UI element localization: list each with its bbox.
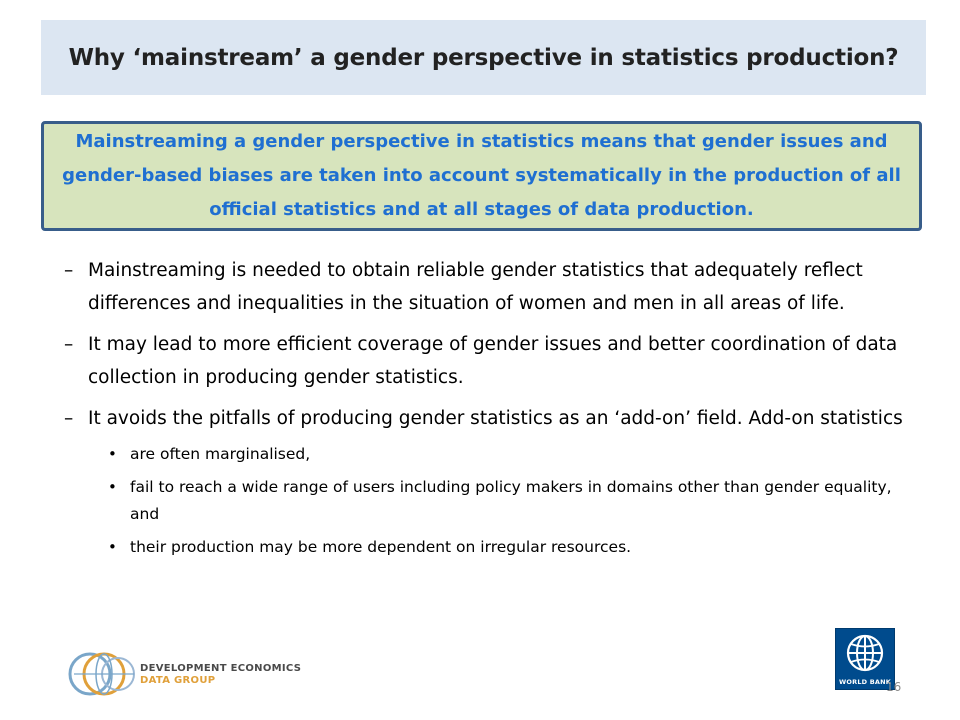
sub-bullet-text: fail to reach a wide range of users including policy makers in domains other than gender equality, and: [130, 478, 892, 523]
bullet-item: [60, 254, 920, 320]
page-title: Why ‘mainstream’ a gender perspective in statistics production?: [68, 44, 899, 71]
dash-marker: –: [64, 408, 74, 429]
dot-marker: •: [108, 538, 117, 556]
bullet-item: [60, 402, 920, 435]
bullet-text: It may lead to more efficient coverage of gender issues and better coordination of data collection in producing gender statistics.: [88, 334, 898, 388]
dedg-wordmark: [140, 663, 301, 687]
bullet-text: Mainstreaming is needed to obtain reliable gender statistics that adequately reflect differences and inequalities in the situation of women and men in all areas of life.: [88, 260, 863, 314]
dot-marker: •: [108, 445, 117, 463]
sub-bullet-item: [60, 474, 920, 528]
definition-box: [41, 121, 922, 231]
sub-bullet-text: are often marginalised,: [130, 445, 311, 463]
bullet-list: [60, 254, 920, 567]
sub-bullet-item: [60, 534, 920, 561]
dash-marker: –: [64, 260, 74, 281]
globe-icon: [836, 629, 894, 677]
dedg-line-1: DEVELOPMENT ECONOMICS: [140, 663, 302, 674]
page-number: 16: [886, 680, 902, 694]
definition-text: Mainstreaming a gender perspective in statistics means that gender issues and gender-based biases are taken into account systematically in the production of all official statistics and at all stages of data production.: [62, 131, 901, 220]
dash-marker: –: [64, 334, 74, 355]
dedg-line-2: DATA GROUP: [140, 675, 216, 686]
title-bar: [41, 20, 926, 95]
sub-bullet-text: their production may be more dependent on irregular resources.: [130, 538, 632, 556]
sub-bullet-item: [60, 441, 920, 468]
bullet-text: It avoids the pitfalls of producing gender statistics as an ‘add-on’ field. Add-on statistics: [88, 408, 903, 429]
bullet-item: [60, 328, 920, 394]
dot-marker: •: [108, 478, 117, 496]
world-bank-label: WORLD BANK: [839, 678, 891, 686]
